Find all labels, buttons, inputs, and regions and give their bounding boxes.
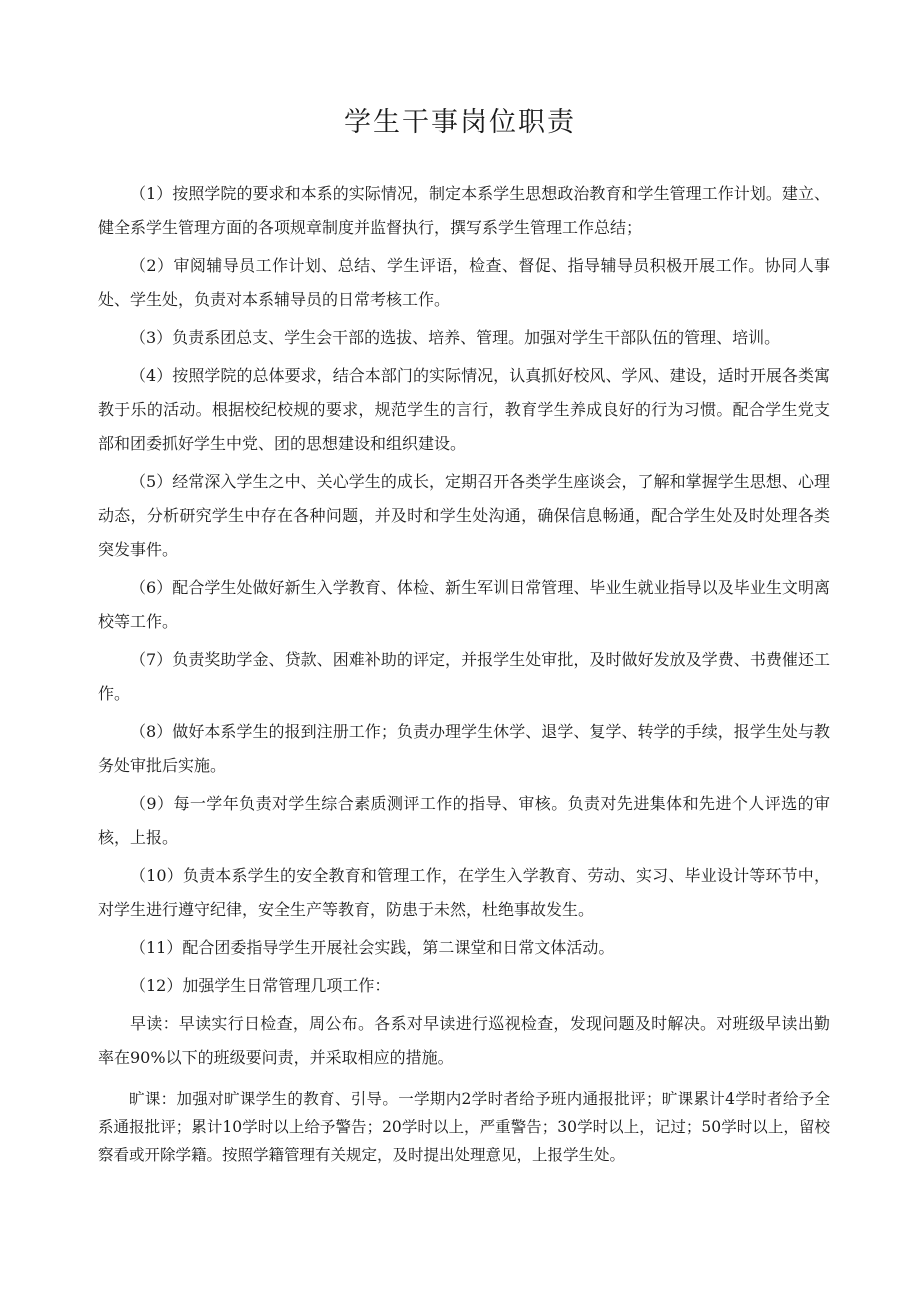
morning-reading-paragraph: 早读：早读实行日检查，周公布。各系对早读进行巡视检查，发现问题及时解决。对班级早读出勤率在90%以下的班级要问责，并采取相应的措施。 [98,1014,830,1067]
paragraph-11: （11）配合团委指导学生开展社会实践，第二课堂和日常文体活动。 [130,938,615,957]
paragraph-2: （2）审阅辅导员工作计划、总结、学生评语，检查、督促、指导辅导员积极开展工作。协同人事处、学生处，负责对本系辅导员的日常考核工作。 [98,256,830,309]
truancy-paragraph: 旷课：加强对旷课学生的教育、引导。一学期内2学时者给予班内通报批评；旷课累计4学时者给予全系通报批评；累计10学时以上给予警告；20学时以上，严重警告；30学时以上，记过；50学时以上，留校察看或开除学籍。按照学籍管理有关规定，及时提出处理意见，上报学生处。 [98,1090,830,1164]
paragraph-10: （10）负责本系学生的安全教育和管理工作，在学生入学教育、劳动、实习、毕业设计等环节中，对学生进行遵守纪律，安全生产等教育，防患于未然，杜绝事故发生。 [98,866,830,919]
paragraph-12: （12）加强学生日常管理几项工作： [130,976,391,995]
paragraph-9: （9）每一学年负责对学生综合素质测评工作的指导、审核。负责对先进集体和先进个人评选的审核，上报。 [98,794,830,847]
paragraph-8: （8）做好本系学生的报到注册工作；负责办理学生休学、退学、复学、转学的手续，报学生处与教务处审批后实施。 [98,722,830,775]
document-body [98,177,830,1171]
paragraph-7: （7）负责奖助学金、贷款、困难补助的评定，并报学生处审批，及时做好发放及学费、书费催还工作。 [98,650,830,703]
paragraph-4: （4）按照学院的总体要求，结合本部门的实际情况，认真抓好校风、学风、建设，适时开展各类寓教于乐的活动。根据校纪校规的要求，规范学生的言行，教育学生养成良好的行为习惯。配合学生党支部和团委抓好学生中党、团的思想建设和组织建设。 [98,366,830,453]
paragraph-6: （6）配合学生处做好新生入学教育、体检、新生军训日常管理、毕业生就业指导以及毕业生文明离校等工作。 [98,578,830,631]
document-title: 学生干事岗位职责 [344,107,576,138]
paragraph-1: （1）按照学院的要求和本系的实际情况，制定本系学生思想政治教育和学生管理工作计划。建立、健全系学生管理方面的各项规章制度并监督执行，撰写系学生管理工作总结； [98,184,830,237]
paragraph-5: （5）经常深入学生之中、关心学生的成长，定期召开各类学生座谈会，了解和掌握学生思想、心理动态，分析研究学生中存在各种问题，并及时和学生处沟通，确保信息畅通，配合学生处及时处理各类突发事件。 [98,472,830,559]
paragraph-3: （3）负责系团总支、学生会干部的选拔、培养、管理。加强对学生干部队伍的管理、培训。 [130,328,781,347]
